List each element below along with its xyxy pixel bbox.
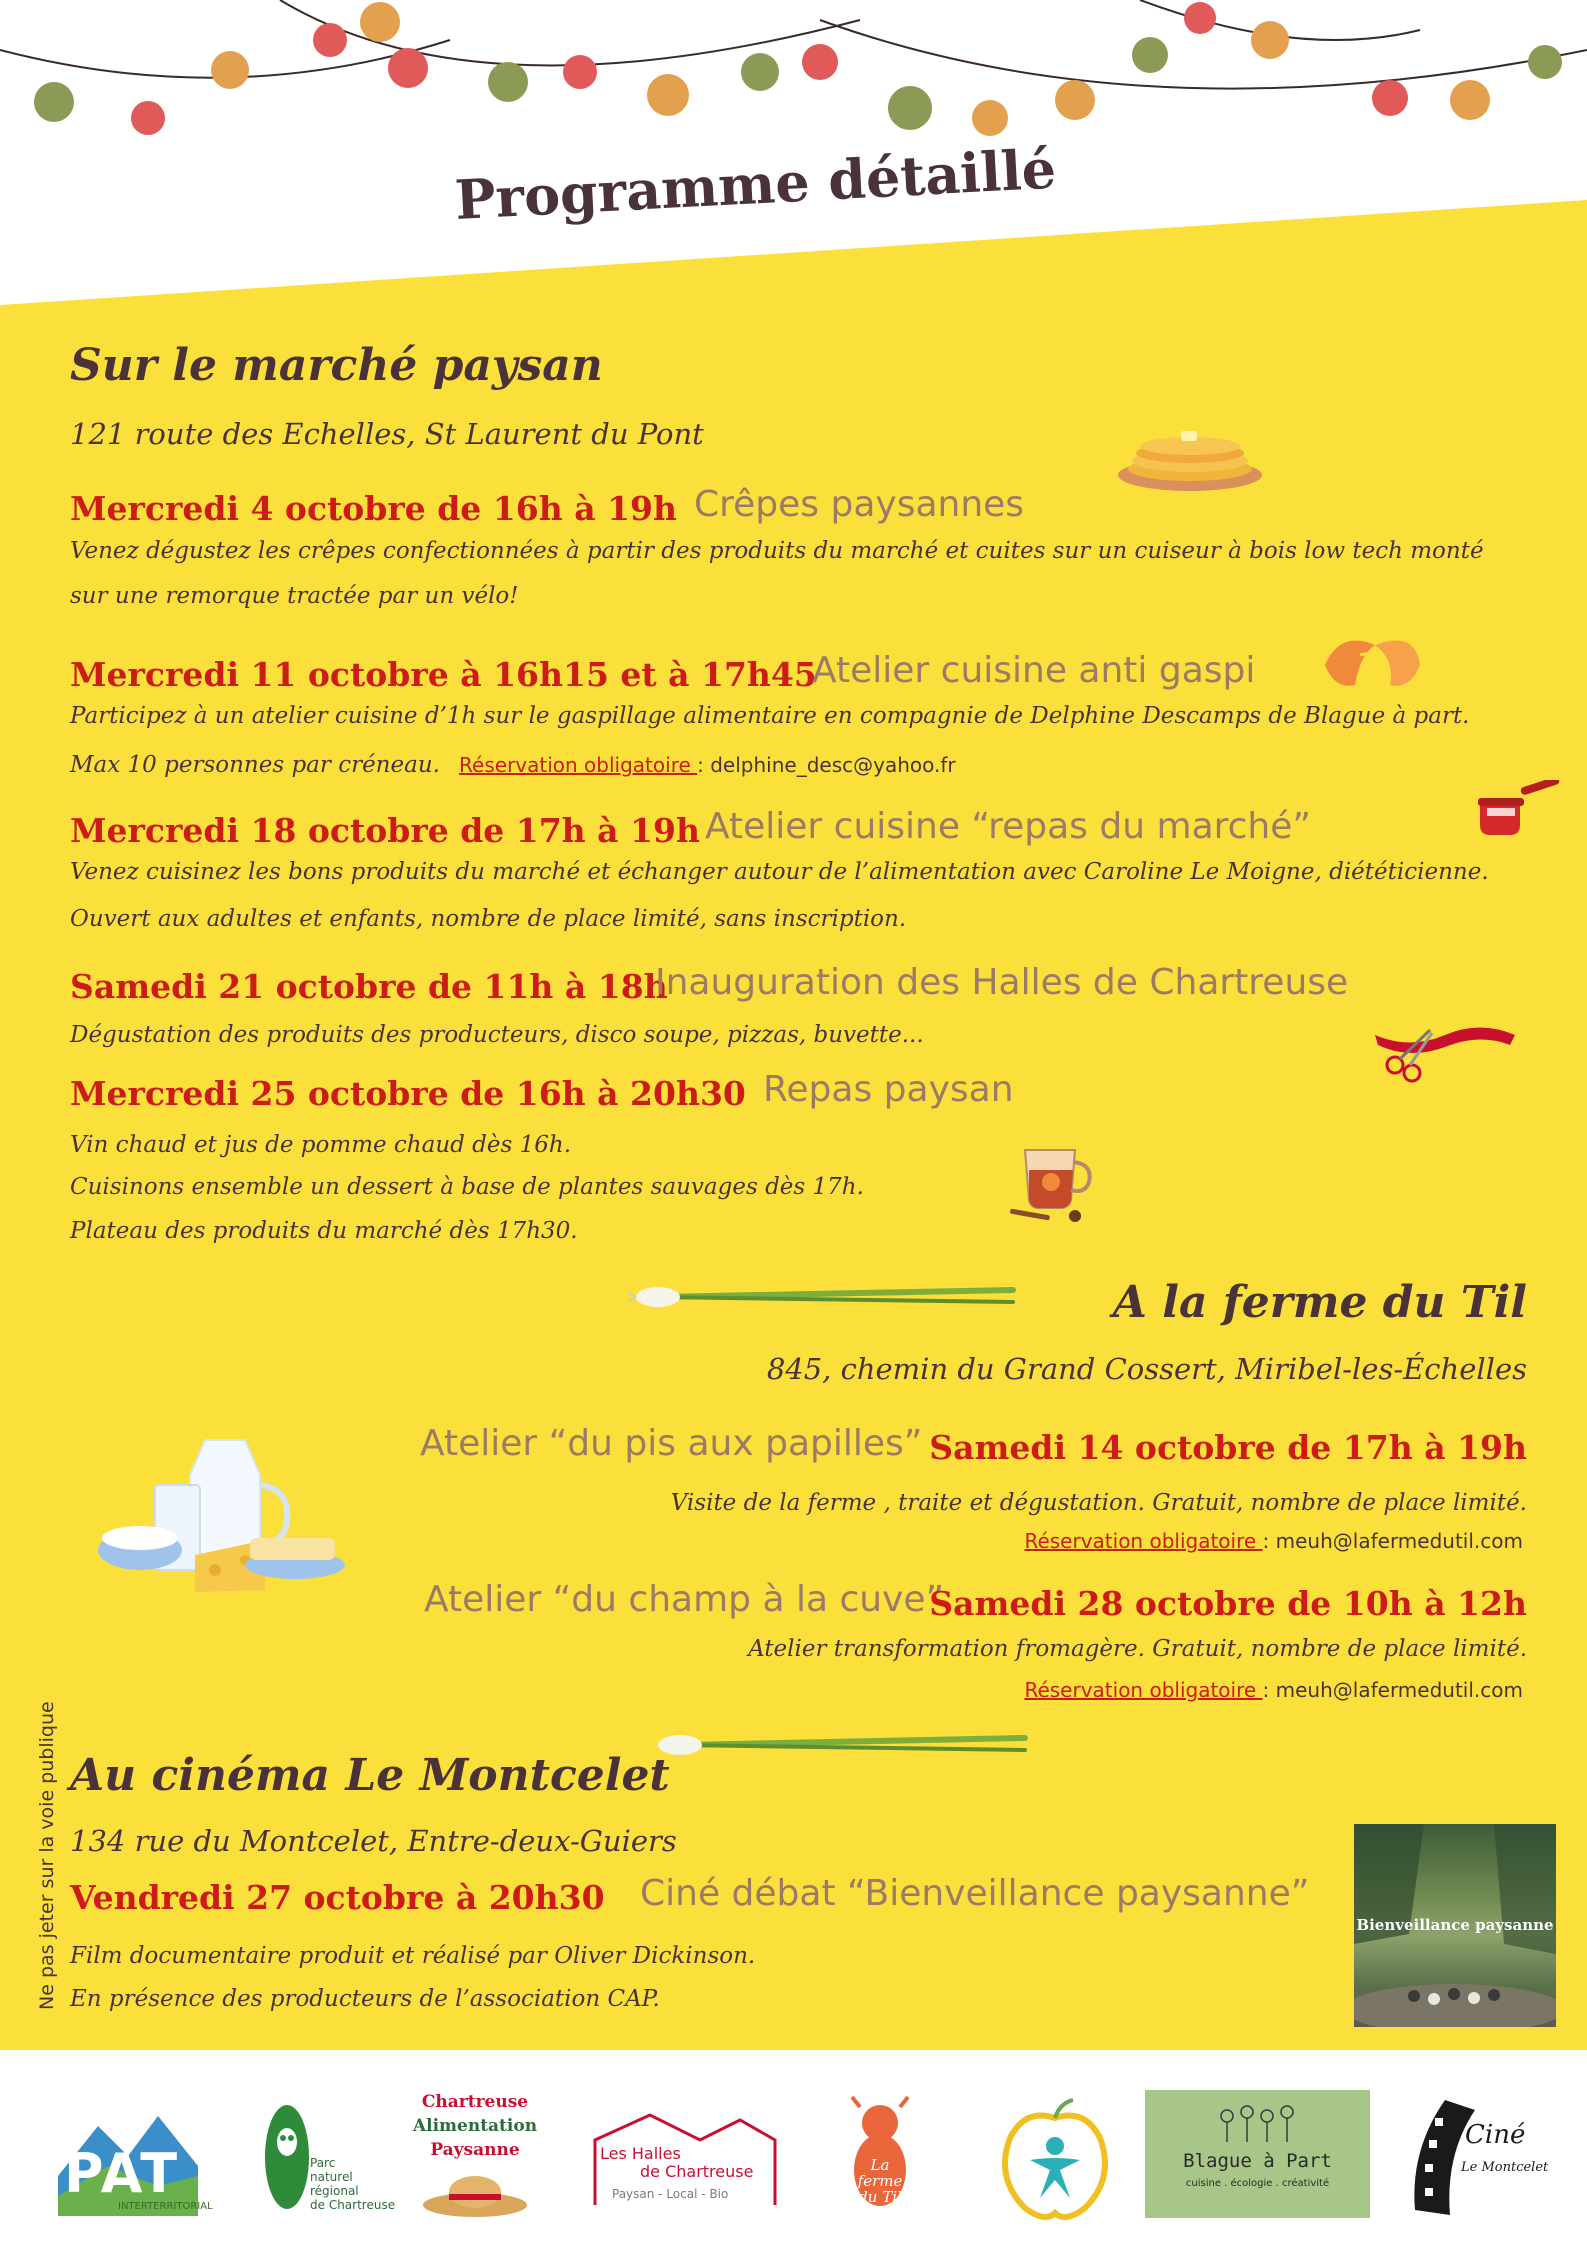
- dairy-products-icon: [95, 1420, 355, 1595]
- logo-ferme-du-til: [830, 2095, 930, 2225]
- event-date: Mercredi 11 octobre à 16h15 et à 17h45: [70, 655, 817, 694]
- event-title: Repas paysan: [763, 1069, 1014, 1110]
- reservation-label: Réservation obligatoire: [459, 753, 698, 777]
- event-description-line: Participez à un atelier cuisine d’1h sur le gaspillage alimentaire en compagnie de Delphine Descamps de Blague à part.: [70, 703, 1470, 729]
- cap-line: Chartreuse: [421, 2092, 529, 2112]
- logo-parc-chartreuse: [262, 2102, 396, 2227]
- halles-line: Les Halles: [600, 2144, 681, 2163]
- cine-sub: Le Montcelet: [1461, 2160, 1549, 2175]
- pat-sub: INTERTERRITORIAL: [118, 2201, 213, 2212]
- event-date: Samedi 28 octobre de 10h à 12h: [929, 1584, 1527, 1623]
- reservation-label: Réservation obligatoire: [1024, 1529, 1263, 1553]
- ferme-line: La: [870, 2156, 890, 2174]
- ferme-line: ferme: [857, 2172, 903, 2190]
- event-description-line: Visite de la ferme , traite et dégustation. Gratuit, nombre de place limité.: [670, 1490, 1527, 1516]
- parc-line: naturel: [310, 2170, 353, 2184]
- section-address-marche: 121 route des Echelles, St Laurent du Pont: [70, 417, 704, 451]
- ribbon-scissors-icon: [1370, 1015, 1520, 1085]
- halles-line: de Chartreuse: [640, 2162, 754, 2181]
- event-description-line: Venez cuisinez les bons produits du marché et échanger autour de l’alimentation avec Caroline Le Moigne, diététicienne.: [70, 859, 1489, 885]
- mulled-wine-icon: [1005, 1140, 1105, 1225]
- reservation-email[interactable]: : meuh@lafermedutil.com: [1262, 1678, 1523, 1702]
- event-title: Atelier “du pis aux papilles”: [420, 1423, 923, 1464]
- flowers-icon: [1217, 2104, 1297, 2144]
- event-title: Atelier cuisine anti gaspi: [812, 650, 1256, 691]
- parc-line: de Chartreuse: [310, 2198, 396, 2212]
- event-description-line: Dégustation des produits des producteurs, disco soupe, pizzas, buvette...: [70, 1022, 924, 1048]
- logo-chartreuse-alimentation-paysanne: [410, 2090, 540, 2225]
- reservation-line: [1024, 1529, 1523, 1553]
- divider-onion: [628, 1282, 1018, 1312]
- cap-line: Alimentation: [412, 2116, 538, 2136]
- owl-icon: [262, 2102, 312, 2212]
- event-description-line: En présence des producteurs de l’association CAP.: [70, 1986, 660, 2012]
- event-date: Samedi 21 octobre de 11h à 18h: [70, 967, 668, 1006]
- reservation-line: [1024, 1678, 1523, 1702]
- blague-sub: cuisine . écologie . créativité: [1185, 2178, 1330, 2189]
- event-title: Inauguration des Halles de Chartreuse: [655, 962, 1349, 1003]
- cine-label: Ciné: [1465, 2120, 1526, 2150]
- film-strip-icon: [1405, 2090, 1485, 2220]
- event-title: Atelier “du champ à la cuve”: [424, 1579, 945, 1620]
- event-description-line: Max 10 personnes par créneau.: [70, 752, 440, 778]
- garland-decoration: [0, 0, 1587, 140]
- side-note: Ne pas jeter sur la voie publique: [36, 1701, 58, 2010]
- apple-person-logo: [995, 2098, 1115, 2226]
- event-title: Ciné débat “Bienveillance paysanne”: [640, 1873, 1310, 1914]
- logo-pat: [58, 2106, 233, 2216]
- blague-label: Blague à Part: [1183, 2150, 1332, 2172]
- partner-logos: [0, 2050, 1587, 2245]
- section-title-cinema: Au cinéma Le Montcelet: [70, 1750, 670, 1801]
- event-date: Mercredi 18 octobre de 17h à 19h: [70, 811, 700, 850]
- event-date: Mercredi 4 octobre de 16h à 19h: [70, 489, 677, 528]
- reservation-email[interactable]: : delphine_desc@yahoo.fr: [697, 753, 956, 777]
- film-poster-title: Bienveillance paysanne: [1356, 1916, 1554, 1934]
- event-description-line: Plateau des produits du marché dès 17h30.: [70, 1218, 578, 1244]
- section-title-marche: Sur le marché paysan: [70, 340, 603, 391]
- saucepan-icon: [1475, 780, 1565, 840]
- page-title: Programme détaillé: [453, 136, 1058, 232]
- halles-sub: Paysan - Local - Bio: [612, 2187, 729, 2201]
- reservation-line: [70, 753, 956, 777]
- event-title: Atelier cuisine “repas du marché”: [705, 806, 1312, 847]
- parc-line: régional: [310, 2184, 359, 2198]
- event-description-line: Cuisinons ensemble un dessert à base de plantes sauvages dès 17h.: [70, 1174, 864, 1200]
- event-description-line: Venez dégustez les crêpes confectionnées à partir des produits du marché et cuites sur un cuiseur à bois low tech monté: [70, 538, 1484, 564]
- event-description-line: sur une remorque tractée par un vélo!: [70, 583, 519, 609]
- event-date: Mercredi 25 octobre de 16h à 20h30: [70, 1074, 746, 1113]
- logo-cine-montcelet: [1405, 2090, 1549, 2225]
- parc-line: Parc: [310, 2156, 336, 2170]
- event-description-line: Atelier transformation fromagère. Gratuit, nombre de place limité.: [748, 1636, 1527, 1662]
- section-address-ferme: 845, chemin du Grand Cossert, Miribel-les-Échelles: [766, 1352, 1527, 1386]
- reservation-email[interactable]: : meuh@lafermedutil.com: [1262, 1529, 1523, 1553]
- section-title-ferme: A la ferme du Til: [1112, 1277, 1527, 1328]
- logo-halles-chartreuse: [590, 2105, 780, 2210]
- ferme-line: du Til: [858, 2188, 902, 2206]
- event-description-line: Ouvert aux adultes et enfants, nombre de place limité, sans inscription.: [70, 906, 907, 932]
- film-poster: [1354, 1824, 1556, 2027]
- section-address-cinema: 134 rue du Montcelet, Entre-deux-Guiers: [70, 1824, 677, 1858]
- crepes-icon: [1115, 425, 1265, 495]
- event-description-line: Vin chaud et jus de pomme chaud dès 16h.: [70, 1132, 572, 1158]
- logo-blague-a-part: [1145, 2090, 1370, 2218]
- divider-onion: [650, 1730, 1030, 1760]
- straw-hat-icon: [420, 2170, 530, 2220]
- reservation-label: Réservation obligatoire: [1024, 1678, 1263, 1702]
- pat-label: PAT: [64, 2142, 180, 2205]
- event-date: Samedi 14 octobre de 17h à 19h: [929, 1428, 1527, 1467]
- peel-icon: [1320, 625, 1425, 695]
- event-description-line: Film documentaire produit et réalisé par Oliver Dickinson.: [70, 1943, 756, 1969]
- cap-line: Paysanne: [430, 2140, 520, 2160]
- event-title: Crêpes paysannes: [694, 484, 1025, 525]
- event-date: Vendredi 27 octobre à 20h30: [70, 1878, 605, 1917]
